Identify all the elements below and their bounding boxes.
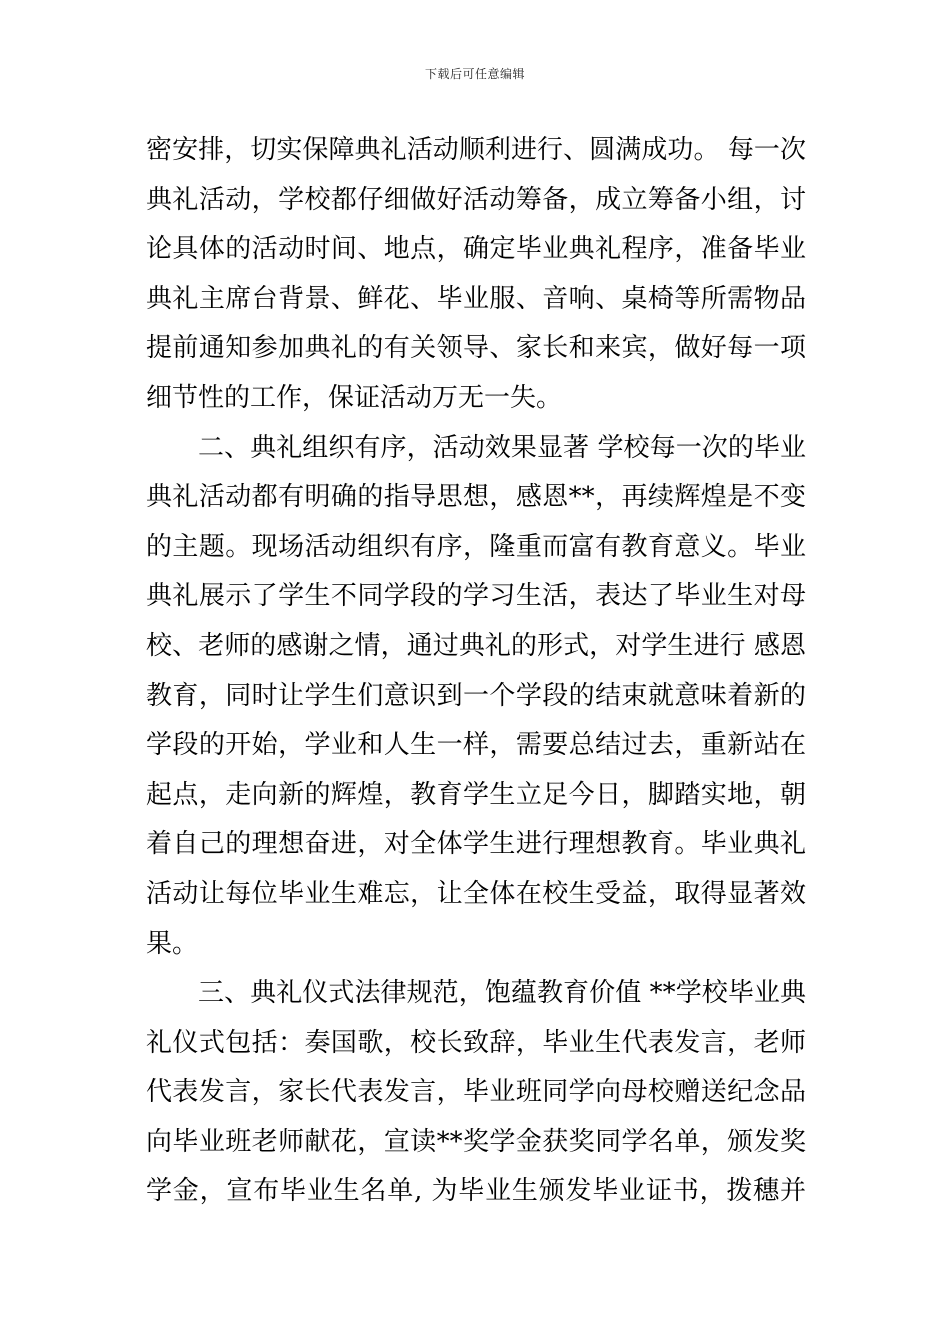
text-line: 学段的开始，学业和人生一样，需要总结过去，重新站在 bbox=[146, 730, 806, 761]
text-line: 典礼活动都有明确的指导思想，感恩**，再续辉煌是不变 bbox=[146, 482, 806, 513]
text-line: 校、老师的感谢之情，通过典礼的形式，对学生进行 感恩 bbox=[146, 630, 806, 661]
paragraph-heading-line: 三、典礼仪式法律规范，饱蕴教育价值 **学校毕业典 bbox=[198, 978, 806, 1009]
text-line: 典礼展示了学生不同学段的学习生活，表达了毕业生对母 bbox=[146, 581, 806, 612]
text-line: 着自己的理想奋进，对全体学生进行理想教育。毕业典礼 bbox=[146, 829, 806, 860]
text-line: 论具体的活动时间、地点，确定毕业典礼程序，准备毕业 bbox=[146, 234, 806, 265]
text-line: 起点，走向新的辉煌，教育学生立足今日，脚踏实地，朝 bbox=[146, 779, 806, 810]
page-header: 下载后可任意编辑 bbox=[424, 67, 525, 81]
text-line: 教育，同时让学生们意识到一个学段的结束就意味着新的 bbox=[146, 680, 806, 711]
text-line: 礼仪式包括：奏国歌，校长致辞，毕业生代表发言，老师 bbox=[146, 1027, 806, 1058]
text-line: 典礼主席台背景、鲜花、毕业服、音响、桌椅等所需物品 bbox=[146, 283, 806, 314]
text-line: 向毕业班老师献花，宣读**奖学金获奖同学名单，颁发奖 bbox=[146, 1126, 806, 1157]
text-line: 代表发言，家长代表发言，毕业班同学向母校赠送纪念品 bbox=[146, 1077, 806, 1108]
text-line: 典礼活动，学校都仔细做好活动筹备，成立筹备小组，讨 bbox=[146, 184, 806, 215]
text-line: 密安排，切实保障典礼活动顺利进行、圆满成功。 每一次 bbox=[146, 135, 806, 165]
text-line: 学金，宣布毕业生名单, 为毕业生颁发毕业证书，拨穗并 bbox=[146, 1176, 806, 1207]
text-line: 活动让每位毕业生难忘，让全体在校生受益，取得显著效 bbox=[146, 878, 806, 909]
text-line: 果。 bbox=[146, 928, 199, 959]
text-line: 提前通知参加典礼的有关领导、家长和来宾，做好每一项 bbox=[146, 333, 806, 364]
paragraph-heading-line: 二、典礼组织有序，活动效果显著 学校每一次的毕业 bbox=[198, 432, 806, 463]
body-text bbox=[146, 126, 806, 1217]
text-line: 的主题。现场活动组织有序，隆重而富有教育意义。毕业 bbox=[146, 531, 806, 562]
text-line: 细节性的工作，保证活动万无一失。 bbox=[146, 382, 563, 413]
